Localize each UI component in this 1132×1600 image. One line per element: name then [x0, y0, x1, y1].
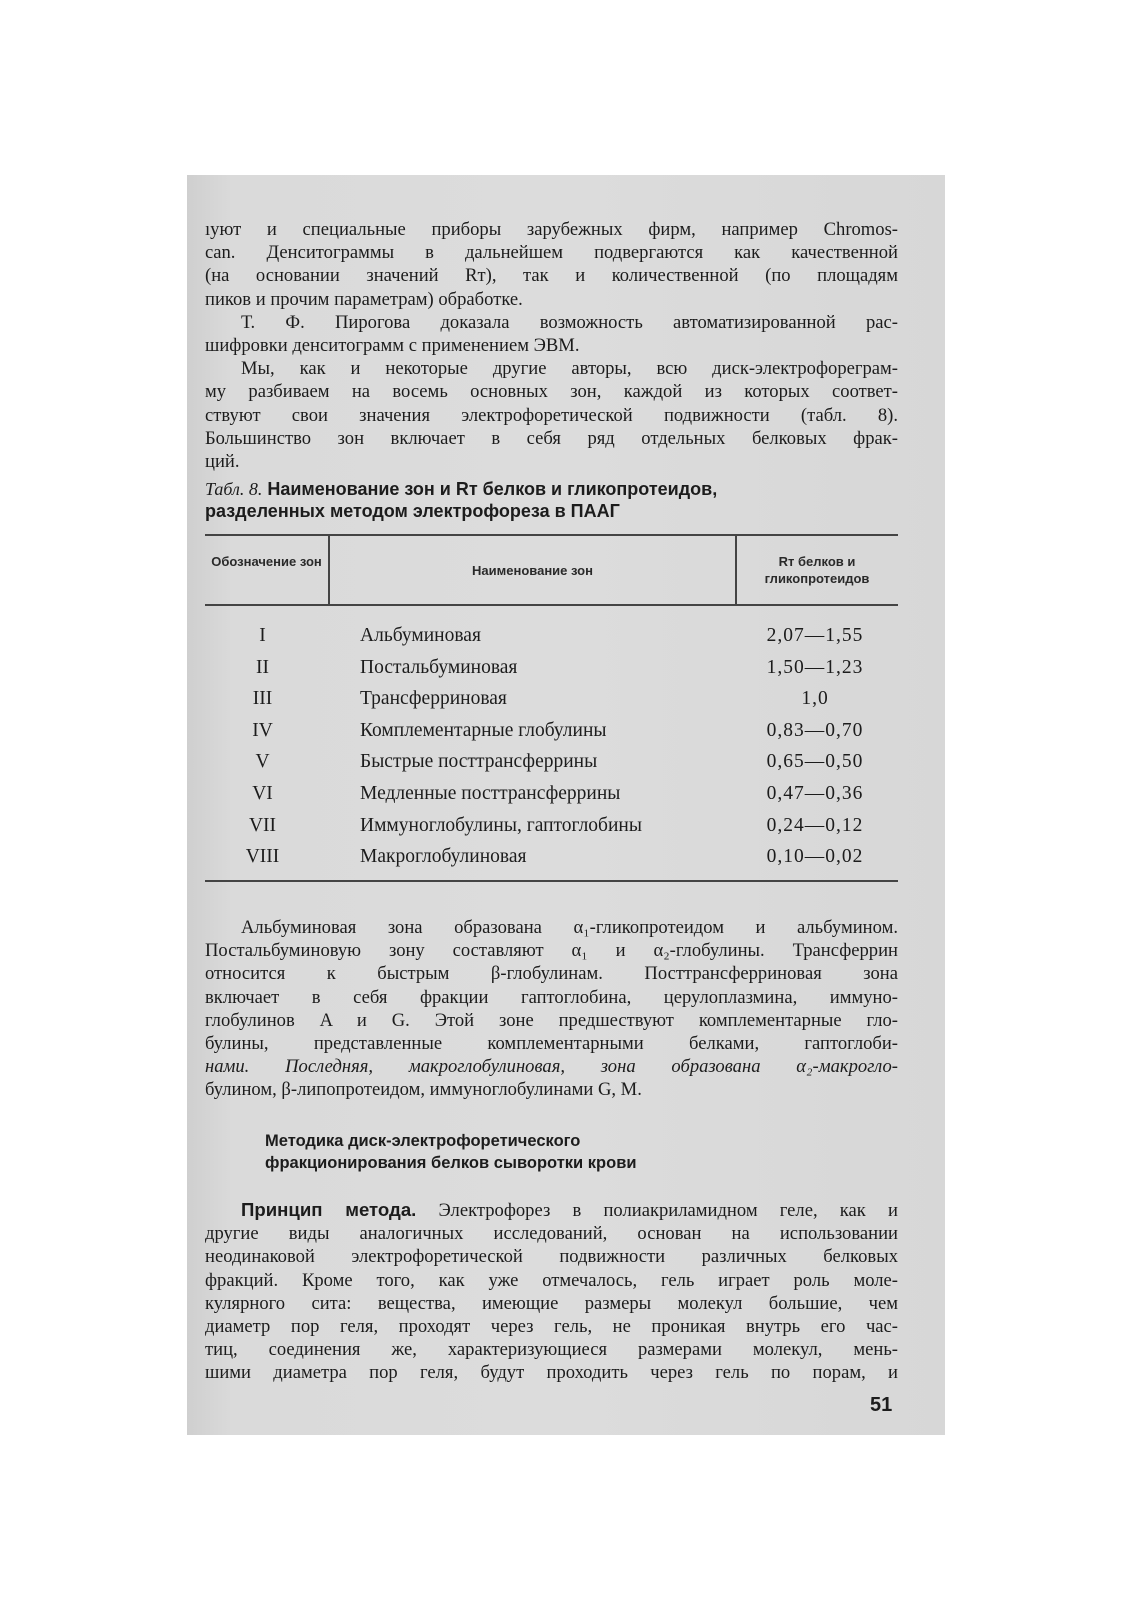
zone-cell: III: [252, 688, 273, 710]
text-line: му разбиваем на восемь основных зон, каждой из которых соответ-: [205, 381, 898, 403]
zone-cell: II: [256, 656, 269, 678]
text-line: ствуют свои значения электрофоретической подвижности (табл. 8).: [205, 404, 898, 426]
text-line: другие виды аналогичных исследований, основан на использовании: [205, 1223, 898, 1245]
text-line: включает в себя фракции гаптоглобина, церулоплазмина, иммуно-: [205, 986, 898, 1008]
rt-cell: 0,47—0,36: [766, 783, 864, 804]
rt-cell: 1,50—1,23: [766, 656, 864, 678]
text-line: тиц, соединения же, характеризующиеся размерами молекул, мень-: [205, 1339, 898, 1361]
zone-name-cell: Трансферриновая: [360, 688, 507, 710]
zone-name-cell: Альбуминовая: [360, 625, 481, 646]
caption-line-1: Наименование зон и Rт белков и гликопротеидов,: [267, 479, 718, 499]
text-line: Мы, как и некоторые другие авторы, всю диск-электрофореграм-: [241, 358, 898, 380]
text-line: can. Денситограммы в дальнейшем подвергаются как качественной: [205, 242, 898, 264]
rt-cell: 2,07—1,55: [766, 625, 864, 646]
section-heading: [265, 1130, 637, 1174]
table-row: [205, 815, 898, 846]
text-line: Большинство зон включает в себя ряд отдельных белковых фрак-: [205, 427, 898, 449]
text-line: глобулинов A и G. Этой зоне предшествуют комплементарные гло-: [205, 1009, 898, 1031]
zone-name-cell: Макроглобулиновая: [360, 846, 527, 868]
text-line: шими диаметра пор геля, будут проходить через гель по порам, и: [205, 1362, 898, 1384]
rt-cell: 0,10—0,02: [766, 846, 864, 868]
text-line: ıуют и специальные приборы зарубежных фирм, например Chromos-: [205, 219, 898, 240]
zone-cell: VIII: [245, 846, 280, 868]
text-line: булином, β-липопротеидом, иммуноглобулинами G, M.: [205, 1079, 642, 1101]
paragraph-2: [205, 916, 898, 1102]
text-line: шифровки денситограмм с применением ЭВМ.: [205, 335, 580, 357]
text-line: неодинаковой электрофоретической подвижности различных белковых: [205, 1246, 898, 1268]
header-rt: Rт белков и гликопротеидов: [764, 554, 870, 586]
table-caption: [205, 478, 898, 522]
table-row: [205, 783, 898, 814]
zone-name-cell: Комплементарные глобулины: [360, 719, 607, 741]
text-line: диаметр пор геля, проходят через гель, не проникая внутрь его час-: [205, 1316, 898, 1338]
zone-cell: IV: [252, 719, 273, 741]
table-row: [205, 846, 898, 877]
table-row: [205, 657, 898, 688]
table-header-rule: [205, 604, 898, 606]
table-row: [205, 751, 898, 782]
text-line: Альбуминовая зона образована α₁-гликопротеидом и альбумином.: [241, 917, 898, 938]
text-line: пиков и прочим параметрам) обработке.: [205, 288, 523, 310]
zone-cell: VI: [252, 783, 273, 804]
header-zone-name: Наименование зон: [472, 563, 593, 578]
rt-cell: 0,65—0,50: [766, 751, 864, 773]
zone-cell: V: [255, 751, 270, 773]
table-row: [205, 720, 898, 751]
text-line: относится к быстрым β-глобулинам. Посттрансферриновая зона: [205, 963, 898, 985]
table-bottom-rule: [205, 880, 898, 882]
text-line: Постальбуминовую зону составляют α₁ и α₂-глобулины. Трансферрин: [205, 940, 898, 962]
table-label: Табл. 8.: [205, 479, 263, 499]
section-heading-line-1: Методика диск-электрофоретического: [265, 1132, 581, 1150]
table-row: [205, 625, 898, 656]
table-top-rule: [205, 534, 898, 536]
paragraph-3: [205, 1198, 898, 1385]
section-heading-line-2: фракционирования белков сыворотки крови: [265, 1154, 637, 1172]
header-zone-designation: Обозначение зон: [211, 554, 322, 569]
rt-cell: 1,0: [801, 688, 829, 710]
zone-name-cell: Медленные посттрансферрины: [360, 783, 621, 804]
text-line: ций.: [205, 451, 240, 473]
zone-name-cell: Иммуноглобулины, гаптоглобины: [360, 814, 642, 836]
text-line: нами. Последняя, макроглобулиновая, зона образована α₂-макрогло-: [205, 1056, 898, 1078]
rt-cell: 0,24—0,12: [766, 814, 864, 836]
zone-name-cell: Быстрые посттрансферрины: [360, 751, 598, 773]
rt-cell: 0,83—0,70: [766, 719, 864, 741]
zone-name-cell: Постальбуминовая: [360, 656, 518, 678]
caption-line-2: разделенных методом электрофореза в ПААГ: [205, 501, 620, 521]
text-line: кулярного сита: вещества, имеющие размеры молекул большие, чем: [205, 1292, 898, 1314]
text-line: фракций. Кроме того, как уже отмечалось, гель играет роль моле-: [205, 1269, 898, 1291]
zone-cell: VII: [248, 814, 277, 836]
text-run: Электрофорез в полиакриламидном геле, как и: [416, 1200, 898, 1221]
text-line: булины, представленные комплементарными белками, гаптоглоби-: [205, 1033, 898, 1055]
zone-cell: I: [259, 625, 266, 646]
text-line: (на основании значений Rт), так и количественной (по площадям: [205, 265, 898, 287]
text-line: Т. Ф. Пирогова доказала возможность автоматизированной рас-: [241, 311, 898, 333]
paragraph-1: [205, 218, 898, 473]
page-number: 51: [870, 1394, 893, 1416]
table-row: [205, 688, 898, 719]
run-in-heading: Принцип метода.: [241, 1199, 417, 1220]
text-line: [205, 1198, 898, 1222]
